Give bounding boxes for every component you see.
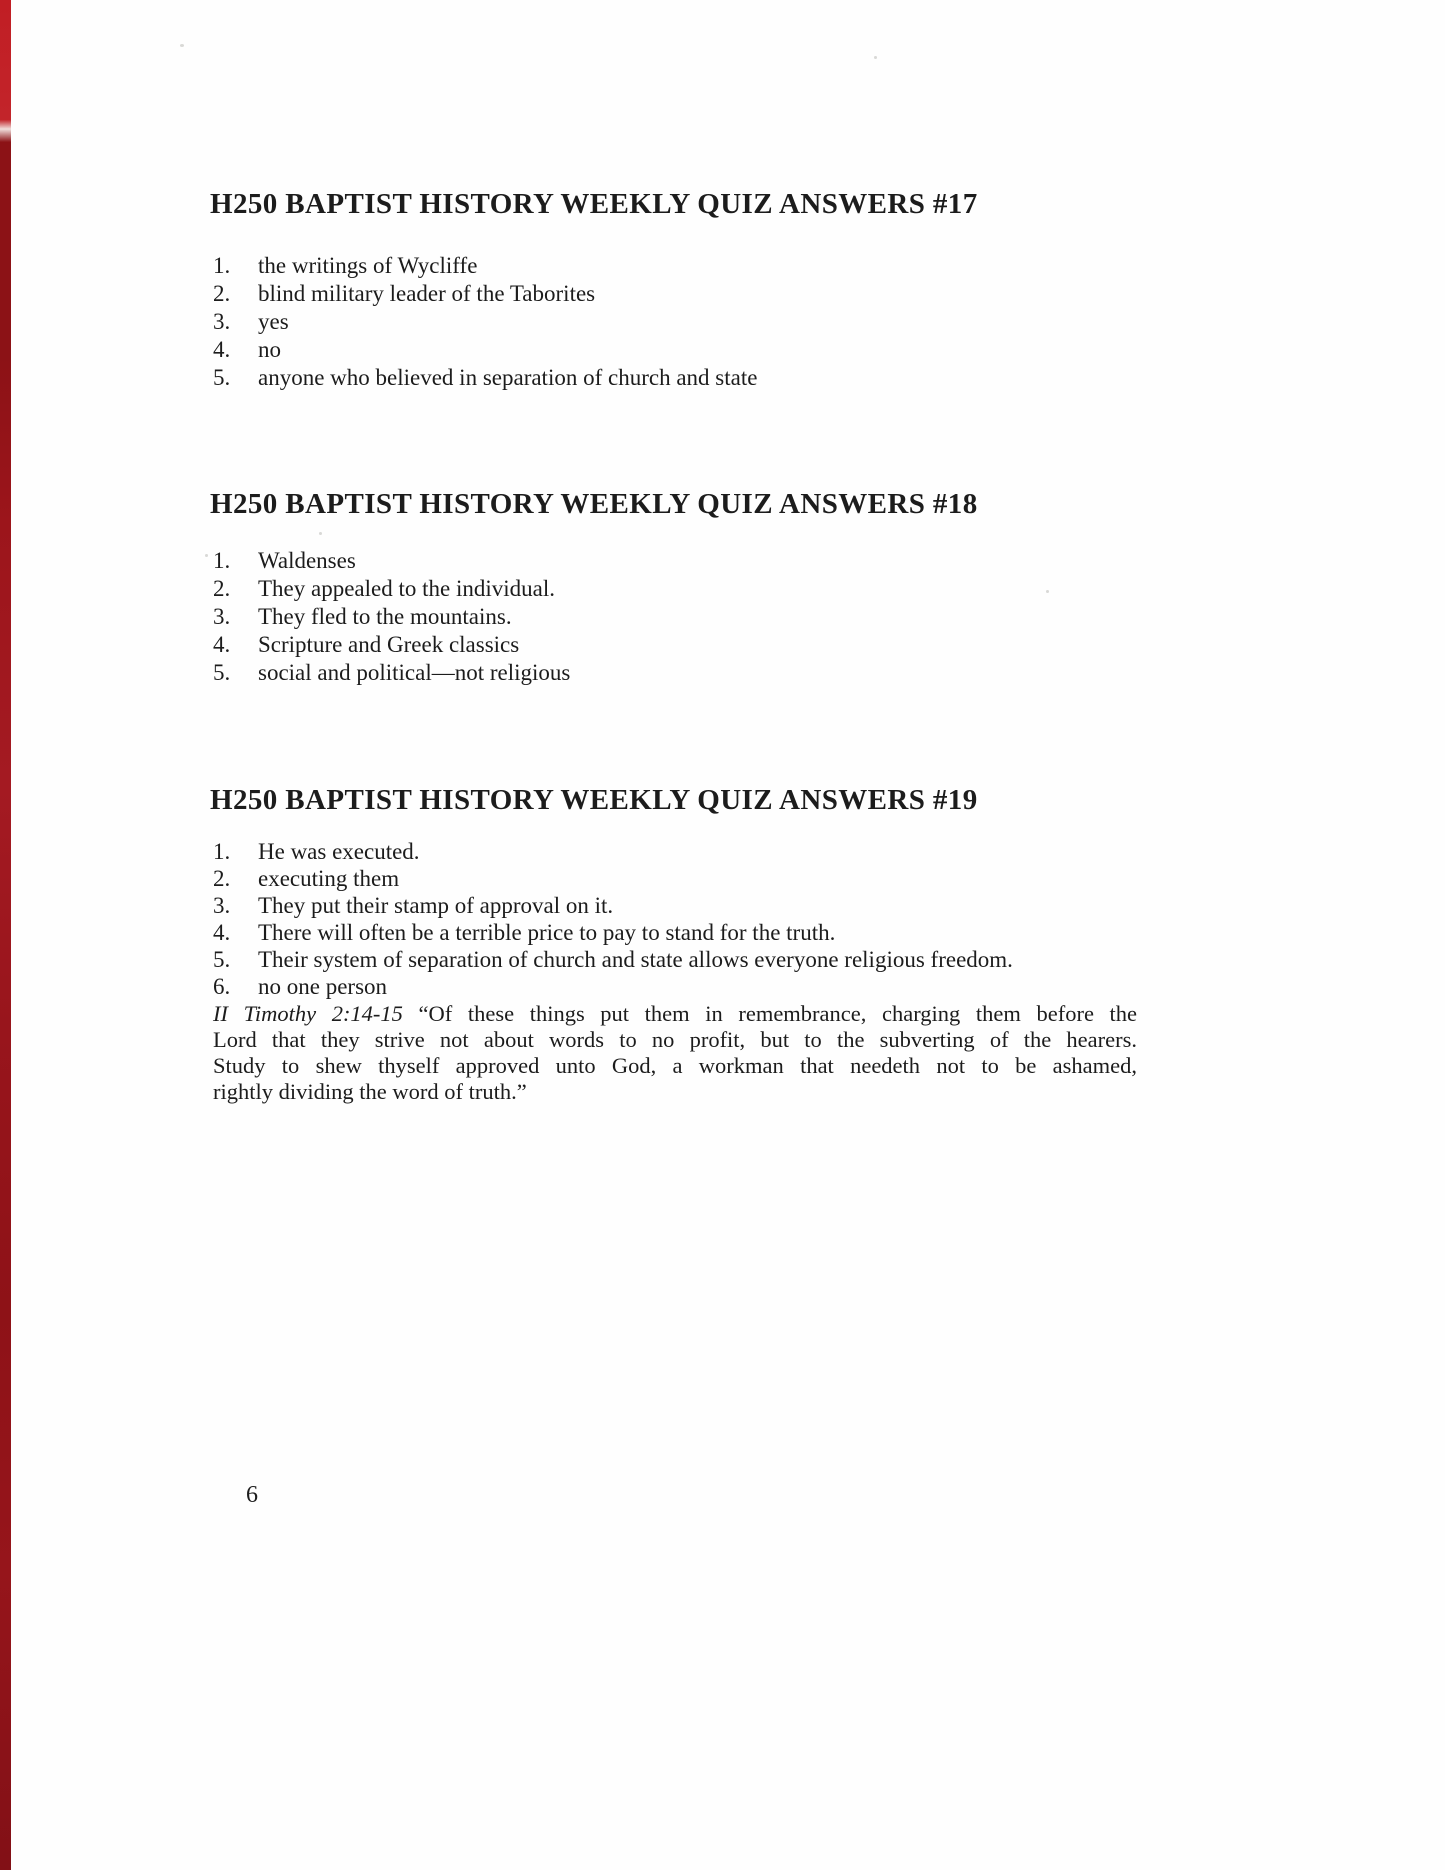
answer-item	[213, 308, 1445, 336]
answer-item	[213, 946, 1445, 973]
scan-speck	[180, 44, 184, 47]
answer-text: social and political—not religious	[258, 660, 571, 685]
answer-number: 3.	[213, 604, 231, 629]
answer-text: They put their stamp of approval on it.	[258, 893, 614, 918]
answer-item	[213, 364, 1445, 392]
quiz-18-answer-list	[0, 547, 1445, 687]
answer-number: 1.	[213, 548, 231, 573]
answer-number: 6.	[213, 974, 231, 999]
answer-text: executing them	[258, 866, 400, 891]
scripture-line: rightly dividing the word of truth.”	[213, 1079, 527, 1104]
answer-item	[213, 336, 1445, 364]
answer-number: 4.	[213, 632, 231, 657]
quiz-17-title: H250 BAPTIST HISTORY WEEKLY QUIZ ANSWERS #17	[210, 188, 978, 220]
answer-item	[213, 280, 1445, 308]
scan-speck	[874, 56, 877, 59]
quiz-18-title: H250 BAPTIST HISTORY WEEKLY QUIZ ANSWERS #18	[210, 488, 978, 520]
answer-number: 3.	[213, 893, 231, 918]
answer-text: Waldenses	[258, 548, 356, 573]
answer-text: They fled to the mountains.	[258, 604, 512, 629]
answer-text: yes	[258, 309, 289, 334]
answer-item	[213, 838, 1445, 865]
answer-text: There will often be a terrible price to pay to stand for the truth.	[258, 920, 836, 945]
answer-item	[213, 631, 1445, 659]
scripture-line: Study to shew thyself approved unto God, a workman that needeth not to be ashamed,	[213, 1053, 1137, 1078]
answer-item	[213, 547, 1445, 575]
scripture-paragraph	[213, 1001, 1137, 1105]
page-number: 6	[246, 1482, 258, 1508]
answer-text: blind military leader of the Taborites	[258, 281, 596, 306]
answer-number: 1.	[213, 253, 231, 278]
answer-item	[213, 919, 1445, 946]
answer-item	[213, 575, 1445, 603]
answer-item	[213, 892, 1445, 919]
answer-item	[213, 659, 1445, 687]
answer-text: anyone who believed in separation of church and state	[258, 365, 758, 390]
answer-text: They appealed to the individual.	[258, 576, 555, 601]
quiz-19-answer-list	[0, 838, 1445, 1000]
answer-text: no one person	[258, 974, 388, 999]
answer-text: Their system of separation of church and state allows everyone religious freedom.	[258, 947, 1013, 972]
answer-item	[213, 973, 1445, 1000]
answer-item	[213, 865, 1445, 892]
answer-text: no	[258, 337, 281, 362]
answer-number: 2.	[213, 281, 231, 306]
answer-number: 4.	[213, 337, 231, 362]
answer-number: 5.	[213, 660, 231, 685]
quiz-18-section	[0, 486, 1445, 687]
scripture-quote-line: “Of these things put them in remembrance, charging them before the	[418, 1001, 1138, 1026]
answer-text: the writings of Wycliffe	[258, 253, 478, 278]
answer-number: 1.	[213, 839, 231, 864]
answer-item	[213, 252, 1445, 280]
answer-number: 5.	[213, 365, 231, 390]
answer-text: He was executed.	[258, 839, 420, 864]
quiz-17-section	[0, 186, 1445, 392]
answer-number: 5.	[213, 947, 231, 972]
answer-item	[213, 603, 1445, 631]
quiz-19-section	[0, 782, 1445, 1105]
quiz-17-answer-list	[0, 252, 1445, 392]
answer-number: 2.	[213, 576, 231, 601]
quiz-19-title: H250 BAPTIST HISTORY WEEKLY QUIZ ANSWERS #19	[210, 784, 978, 816]
answer-number: 4.	[213, 920, 231, 945]
scripture-line: Lord that they strive not about words to no profit, but to the subverting of the hearers.	[213, 1027, 1137, 1052]
scripture-line	[213, 1001, 1137, 1027]
answer-text: Scripture and Greek classics	[258, 632, 520, 657]
answer-number: 3.	[213, 309, 231, 334]
scripture-reference: II Timothy 2:14-15	[213, 1001, 403, 1026]
answer-number: 2.	[213, 866, 231, 891]
